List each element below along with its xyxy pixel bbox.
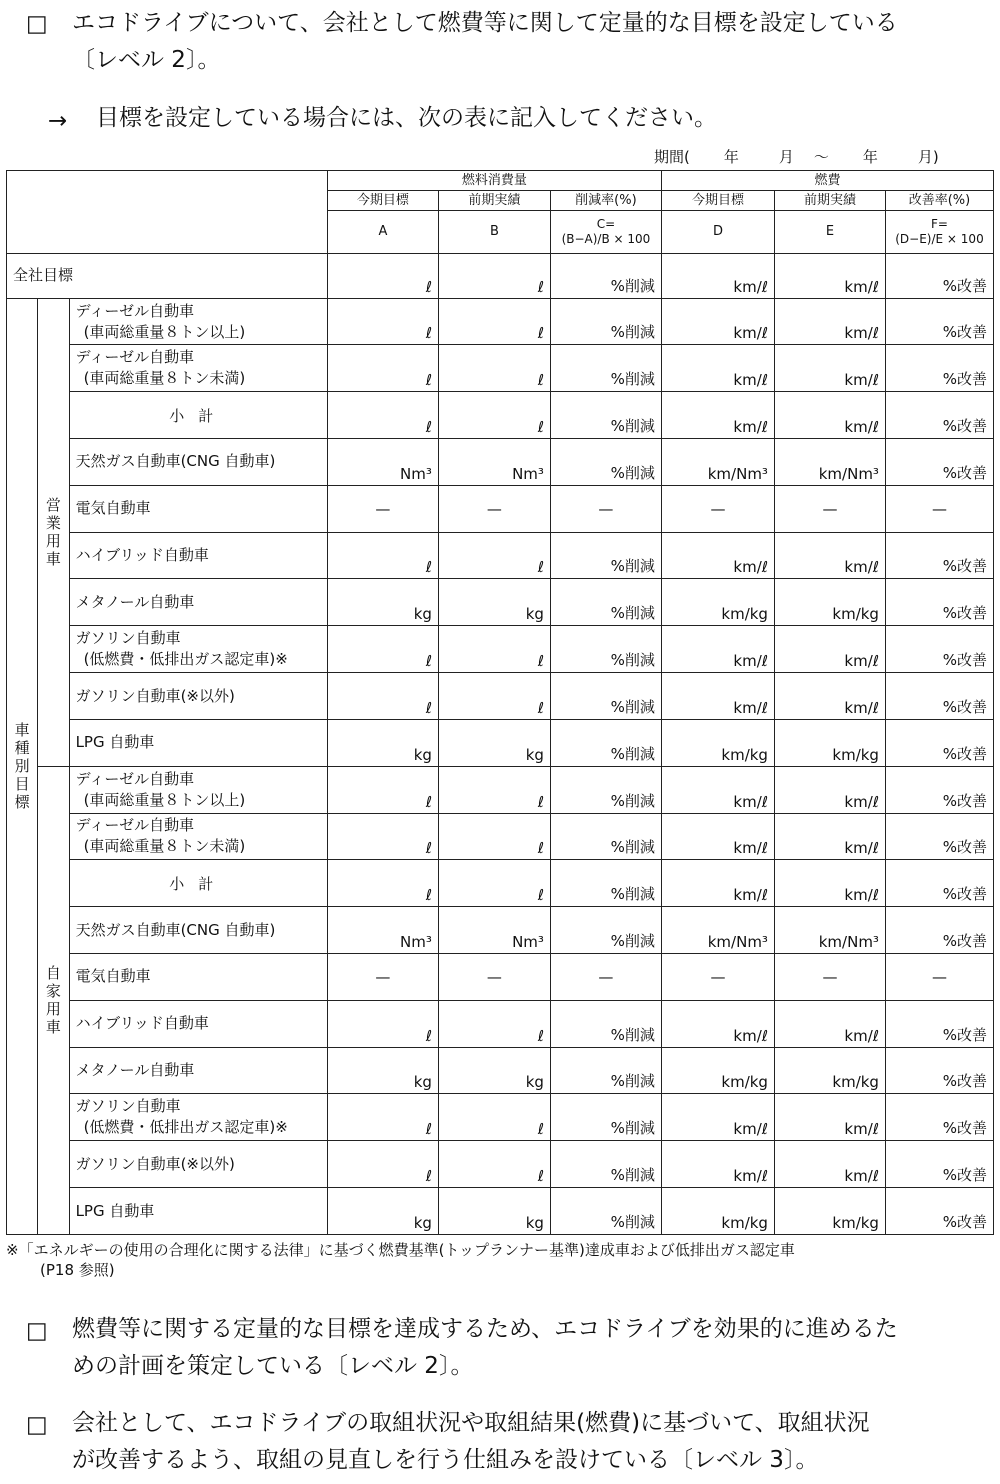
cell-input[interactable]: km/ℓ: [661, 1094, 774, 1141]
item3-text-line2: が改善するよう、取組の見直しを行う仕組みを設けている〔レベル 3〕。: [72, 1447, 819, 1473]
vehicle-type-label: [69, 766, 327, 813]
cell-input[interactable]: %改善: [885, 673, 993, 720]
vehicle-type-name: ディーゼル自動車: [75, 348, 195, 367]
period-month2: 月): [917, 148, 939, 166]
group-header-efficiency: 燃費: [661, 171, 993, 191]
not-applicable-cell: —: [885, 953, 993, 1000]
cell-input[interactable]: %削減: [550, 626, 661, 673]
cell-input[interactable]: ℓ: [327, 626, 438, 673]
cell-input[interactable]: km/ℓ: [661, 1000, 774, 1047]
vehicle-type-note: (車両総重量８トン未満): [83, 369, 246, 388]
vehicle-type-target-label: 車 種 別 目 標: [7, 298, 38, 1234]
cell-input[interactable]: kg: [327, 579, 438, 626]
subtotal-label: [69, 860, 327, 907]
not-applicable-cell: —: [774, 485, 885, 532]
cell-input[interactable]: km/ℓ: [774, 1141, 885, 1188]
formula-c: (B−A)/B × 100: [561, 232, 651, 247]
vehicle-type-name: 天然ガス自動車(CNG 自動車): [75, 452, 276, 471]
cell-input[interactable]: %削減: [550, 439, 661, 486]
not-applicable-cell: —: [661, 485, 774, 532]
vehicle-type-label: [69, 813, 327, 860]
cell-input[interactable]: %削減: [550, 719, 661, 766]
vehicle-type-name: ディーゼル自動車: [75, 816, 195, 835]
not-applicable-cell: —: [550, 485, 661, 532]
col-header-b: 前期実績: [438, 191, 550, 211]
cell-input[interactable]: %削減: [550, 392, 661, 439]
vehicle-type-name: 天然ガス自動車(CNG 自動車): [75, 920, 276, 939]
cell-input[interactable]: Nm³: [327, 907, 438, 954]
cell-input[interactable]: ℓ: [327, 298, 438, 345]
vehicle-row: [7, 1094, 994, 1141]
cell-input[interactable]: %削減: [550, 1141, 661, 1188]
formula-f: (D−E)/E × 100: [895, 232, 984, 247]
cell-input[interactable]: %改善: [885, 298, 993, 345]
not-applicable-cell: —: [438, 953, 550, 1000]
vehicle-type-label: [69, 1094, 327, 1141]
cell-input[interactable]: kg: [438, 1188, 550, 1235]
vehicle-type-name: ディーゼル自動車: [75, 301, 195, 320]
cell-input[interactable]: %削減: [550, 1047, 661, 1094]
cell-input[interactable]: %削減: [550, 813, 661, 860]
vehicle-type-label: [69, 298, 327, 345]
cell-input[interactable]: Nm³: [438, 907, 550, 954]
vehicle-type-name: LPG 自動車: [75, 1201, 155, 1220]
cell-input[interactable]: Nm³: [438, 439, 550, 486]
cell-input[interactable]: ℓ: [327, 345, 438, 392]
checkbox-level2-target[interactable]: □: [26, 11, 48, 37]
vehicle-row: [7, 719, 994, 766]
cell-input[interactable]: %改善: [885, 766, 993, 813]
checkbox-level3-review[interactable]: □: [26, 1412, 48, 1438]
cell-input[interactable]: kg: [327, 1188, 438, 1235]
cell-input[interactable]: %削減: [550, 532, 661, 579]
cell-input[interactable]: %削減: [550, 345, 661, 392]
cell-input[interactable]: %改善: [885, 860, 993, 907]
vehicle-type-name: 電気自動車: [75, 499, 151, 518]
cell-input[interactable]: ℓ: [438, 1141, 550, 1188]
vehicle-type-note: (車両総重量８トン以上): [83, 790, 246, 809]
vehicle-type-label: [69, 579, 327, 626]
cell-input[interactable]: %削減: [550, 1094, 661, 1141]
vehicle-row: [7, 626, 994, 673]
cell-input[interactable]: %改善: [885, 392, 993, 439]
cell-input[interactable]: %改善: [885, 1141, 993, 1188]
period-label: 期間(: [654, 148, 690, 166]
cell-input[interactable]: km/ℓ: [774, 860, 885, 907]
cell-input[interactable]: km/ℓ: [661, 254, 774, 298]
footnote: [6, 1240, 795, 1280]
cell-input[interactable]: km/ℓ: [774, 673, 885, 720]
arrow-icon: →: [48, 108, 68, 134]
group-header-fuel: 燃料消費量: [327, 171, 661, 191]
cell-input[interactable]: ℓ: [438, 673, 550, 720]
col-header-f: 改善率(%): [885, 191, 993, 211]
col-letter-d: D: [661, 211, 774, 254]
item2-text-line2: めの計画を策定している〔レベル 2〕。: [72, 1353, 474, 1379]
vehicle-type-name: 電気自動車: [75, 967, 151, 986]
cell-input[interactable]: ℓ: [438, 626, 550, 673]
cell-input[interactable]: km/ℓ: [774, 813, 885, 860]
cell-input[interactable]: kg: [438, 579, 550, 626]
vehicle-type-name: ガソリン自動車: [75, 629, 181, 648]
not-applicable-cell: —: [327, 485, 438, 532]
checkbox-level2-plan[interactable]: □: [26, 1318, 48, 1344]
cell-input[interactable]: ℓ: [438, 1094, 550, 1141]
vehicle-row: [7, 1000, 994, 1047]
cell-input[interactable]: km/ℓ: [774, 1000, 885, 1047]
cell-input[interactable]: kg: [327, 1047, 438, 1094]
cell-input[interactable]: km/kg: [661, 1047, 774, 1094]
col-header-a: 今期目標: [327, 191, 438, 211]
cell-input[interactable]: ℓ: [327, 766, 438, 813]
cell-input[interactable]: km/Nm³: [774, 439, 885, 486]
cell-input[interactable]: ℓ: [438, 1000, 550, 1047]
cell-input[interactable]: %削減: [550, 579, 661, 626]
private-group-label: 自 家 用 車: [38, 766, 69, 1234]
footnote-line1: ※「エネルギーの使用の合理化に関する法律」に基づく燃費基準(トップランナー基準)達成車および低排出ガス認定車: [6, 1241, 795, 1259]
cell-input[interactable]: km/ℓ: [661, 1141, 774, 1188]
vehicle-row: [7, 345, 994, 392]
vehicle-type-name: ガソリン自動車(※以外): [75, 686, 235, 705]
vehicle-row: [7, 298, 994, 345]
item1-text-line1: エコドライブについて、会社として燃費等に関して定量的な目標を設定している: [72, 10, 898, 36]
not-applicable-cell: —: [774, 953, 885, 1000]
vehicle-row: [7, 953, 994, 1000]
cell-input[interactable]: km/Nm³: [661, 439, 774, 486]
commercial-group-label: 営 業 用 車: [38, 298, 69, 766]
cell-input[interactable]: km/ℓ: [774, 766, 885, 813]
vehicle-type-note: (低燃費・低排出ガス認定車)※: [83, 1118, 288, 1137]
col-letter-a: A: [327, 211, 438, 254]
cell-input[interactable]: kg: [327, 719, 438, 766]
company-target-row: [7, 254, 994, 298]
vehicle-row: [7, 766, 994, 813]
vehicle-row: [7, 1188, 994, 1235]
cell-input[interactable]: km/ℓ: [661, 860, 774, 907]
company-target-label: 全社目標: [7, 254, 328, 298]
cell-input[interactable]: %改善: [885, 1047, 993, 1094]
cell-input[interactable]: %削減: [550, 298, 661, 345]
cell-input[interactable]: kg: [438, 1047, 550, 1094]
vehicle-row: [7, 1047, 994, 1094]
period-tilde: 〜: [813, 148, 829, 166]
vehicle-type-name: ガソリン自動車(※以外): [75, 1154, 235, 1173]
vehicle-type-label: [69, 439, 327, 486]
cell-input[interactable]: km/kg: [774, 1188, 885, 1235]
col-header-d: 今期目標: [661, 191, 774, 211]
cell-input[interactable]: %改善: [885, 813, 993, 860]
vehicle-type-label: [69, 345, 327, 392]
vehicle-row: [7, 532, 994, 579]
col-letter-e: E: [774, 211, 885, 254]
vehicle-row: [7, 579, 994, 626]
cell-input[interactable]: km/Nm³: [774, 907, 885, 954]
cell-input[interactable]: km/ℓ: [661, 392, 774, 439]
vehicle-type-label: [69, 1141, 327, 1188]
cell-input[interactable]: km/ℓ: [774, 392, 885, 439]
not-applicable-cell: —: [327, 953, 438, 1000]
item2-text-line1: 燃費等に関する定量的な目標を達成するため、エコドライブを効果的に進めるた: [72, 1316, 898, 1342]
vehicle-type-name: ハイブリッド自動車: [75, 1014, 209, 1033]
vehicle-type-label: [69, 907, 327, 954]
footnote-line2: (P18 参照): [40, 1261, 115, 1279]
col-letter-b: B: [438, 211, 550, 254]
cell-input[interactable]: km/kg: [774, 719, 885, 766]
cell-input[interactable]: ℓ: [327, 1141, 438, 1188]
header-empty-cell: [7, 171, 328, 254]
cell-input[interactable]: %削減: [550, 907, 661, 954]
vehicle-type-label: [69, 719, 327, 766]
not-applicable-cell: —: [885, 485, 993, 532]
vehicle-row: [7, 907, 994, 954]
cell-input[interactable]: km/ℓ: [661, 345, 774, 392]
cell-input[interactable]: %削減: [550, 860, 661, 907]
cell-input[interactable]: km/kg: [661, 579, 774, 626]
cell-input[interactable]: ℓ: [327, 392, 438, 439]
cell-input[interactable]: ℓ: [327, 254, 438, 298]
period-year2: 年: [862, 148, 878, 166]
vehicle-row: [7, 673, 994, 720]
vehicle-row: [7, 813, 994, 860]
cell-input[interactable]: Nm³: [327, 439, 438, 486]
cell-input[interactable]: km/ℓ: [661, 813, 774, 860]
not-applicable-cell: —: [550, 953, 661, 1000]
vehicle-type-label: [69, 485, 327, 532]
vehicle-type-label: [69, 1047, 327, 1094]
cell-input[interactable]: %削減: [550, 766, 661, 813]
cell-input[interactable]: km/ℓ: [774, 254, 885, 298]
period-line: [654, 146, 939, 167]
not-applicable-cell: —: [661, 953, 774, 1000]
cell-input[interactable]: ℓ: [327, 1000, 438, 1047]
col-header-c: 削減率(%): [550, 191, 661, 211]
cell-input[interactable]: ℓ: [327, 532, 438, 579]
cell-input[interactable]: km/Nm³: [661, 907, 774, 954]
cell-input[interactable]: ℓ: [438, 254, 550, 298]
vehicle-type-label: [69, 1188, 327, 1235]
vehicle-type-label: [69, 673, 327, 720]
cell-input[interactable]: km/ℓ: [661, 532, 774, 579]
cell-input[interactable]: %改善: [885, 254, 993, 298]
cell-input[interactable]: ℓ: [327, 673, 438, 720]
vehicle-type-name: メタノール自動車: [75, 1061, 195, 1079]
cell-input[interactable]: %改善: [885, 719, 993, 766]
cell-input[interactable]: %改善: [885, 345, 993, 392]
vehicle-type-note: (車両総重量８トン未満): [83, 837, 246, 856]
subtotal-label: [69, 392, 327, 439]
cell-input[interactable]: %改善: [885, 1094, 993, 1141]
cell-input[interactable]: km/kg: [661, 1188, 774, 1235]
cell-input[interactable]: ℓ: [327, 813, 438, 860]
vehicle-type-label: [69, 626, 327, 673]
vehicle-row: [7, 485, 994, 532]
vehicle-type-label: [69, 953, 327, 1000]
cell-input[interactable]: %改善: [885, 626, 993, 673]
cell-input[interactable]: ℓ: [438, 532, 550, 579]
vehicle-row: [7, 860, 994, 907]
vehicle-type-name: LPG 自動車: [75, 733, 155, 752]
instruction-text: 目標を設定している場合には、次の表に記入してください。: [96, 105, 717, 131]
cell-input[interactable]: ℓ: [327, 860, 438, 907]
vehicle-row: [7, 439, 994, 486]
vehicle-row: [7, 1141, 994, 1188]
cell-input[interactable]: ℓ: [438, 766, 550, 813]
vehicle-type-name: ハイブリッド自動車: [75, 546, 209, 565]
vehicle-type-label: [69, 532, 327, 579]
cell-input[interactable]: km/ℓ: [661, 766, 774, 813]
not-applicable-cell: —: [438, 485, 550, 532]
cell-input[interactable]: %削減: [550, 1188, 661, 1235]
vehicle-type-name: 小計: [169, 874, 228, 893]
period-month1: 月: [778, 148, 794, 166]
col-letter-f: F=: [930, 217, 948, 232]
col-letter-c: C=: [596, 217, 616, 232]
cell-input[interactable]: km/kg: [661, 719, 774, 766]
cell-input[interactable]: ℓ: [438, 860, 550, 907]
cell-input[interactable]: km/ℓ: [774, 298, 885, 345]
cell-input[interactable]: km/ℓ: [774, 532, 885, 579]
vehicle-type-note: (低燃費・低排出ガス認定車)※: [83, 650, 288, 669]
vehicle-type-note: (車両総重量８トン以上): [83, 322, 246, 341]
cell-input[interactable]: ℓ: [438, 813, 550, 860]
cell-input[interactable]: km/kg: [774, 1047, 885, 1094]
target-table: [6, 170, 994, 1235]
cell-input[interactable]: %改善: [885, 579, 993, 626]
cell-input[interactable]: %改善: [885, 907, 993, 954]
cell-input[interactable]: %改善: [885, 1000, 993, 1047]
cell-input[interactable]: km/ℓ: [661, 626, 774, 673]
vehicle-type-name: ガソリン自動車: [75, 1097, 181, 1116]
col-header-e: 前期実績: [774, 191, 885, 211]
cell-input[interactable]: km/ℓ: [774, 1094, 885, 1141]
vehicle-type-label: [69, 1000, 327, 1047]
cell-input[interactable]: kg: [438, 719, 550, 766]
cell-input[interactable]: km/kg: [774, 579, 885, 626]
cell-input[interactable]: %改善: [885, 1188, 993, 1235]
cell-input[interactable]: ℓ: [438, 298, 550, 345]
col-formula-c: [550, 211, 661, 254]
cell-input[interactable]: %削減: [550, 673, 661, 720]
cell-input[interactable]: %削減: [550, 1000, 661, 1047]
cell-input[interactable]: ℓ: [327, 1094, 438, 1141]
cell-input[interactable]: %改善: [885, 439, 993, 486]
col-formula-f: [885, 211, 993, 254]
vehicle-row: [7, 392, 994, 439]
period-year1: 年: [723, 148, 739, 166]
cell-input[interactable]: ℓ: [438, 392, 550, 439]
item3-text-line1: 会社として、エコドライブの取組状況や取組結果(燃費)に基づいて、取組状況: [72, 1410, 870, 1436]
cell-input[interactable]: %改善: [885, 532, 993, 579]
vehicle-type-name: ディーゼル自動車: [75, 769, 195, 788]
cell-input[interactable]: ℓ: [438, 345, 550, 392]
vehicle-type-name: メタノール自動車: [75, 592, 195, 611]
cell-input[interactable]: km/ℓ: [661, 298, 774, 345]
item1-text-line2: 〔レベル 2〕。: [72, 47, 221, 73]
cell-input[interactable]: km/ℓ: [661, 673, 774, 720]
cell-input[interactable]: km/ℓ: [774, 345, 885, 392]
vehicle-type-name: 小計: [169, 406, 228, 425]
cell-input[interactable]: km/ℓ: [774, 626, 885, 673]
cell-input[interactable]: %削減: [550, 254, 661, 298]
